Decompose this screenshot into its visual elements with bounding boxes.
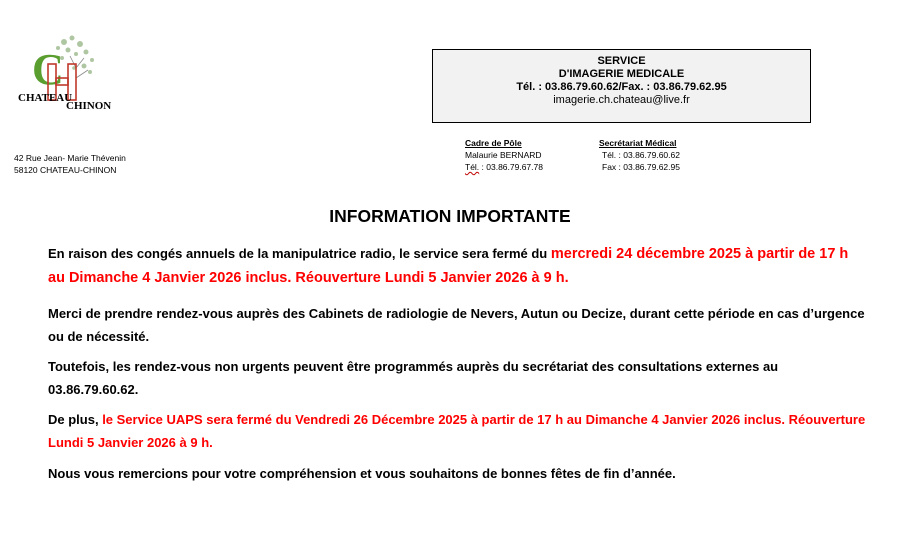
svg-text:C: C — [32, 45, 64, 94]
secretariat-title: Secrétariat Médical — [599, 138, 677, 148]
cadre-tel-value: : 03.86.79.67.78 — [479, 162, 543, 172]
service-email[interactable]: imagerie.ch.chateau@live.fr — [553, 94, 690, 106]
paragraph-closure-notice — [48, 242, 868, 290]
address-street: 42 Rue Jean- Marie Thévenin — [14, 153, 126, 163]
service-phone-fax: Tél. : 03.86.79.60.62/Fax. : 03.86.79.62.95 — [516, 81, 727, 93]
hospital-logo — [14, 28, 114, 120]
paragraph-alternatives: Merci de prendre rendez-vous auprès des Cabinets de radiologie de Nevers, Autun ou Decize, durant cette période en cas d’urgence ou de nécessité. — [48, 306, 865, 344]
address-city: 58120 CHATEAU-CHINON — [14, 165, 117, 175]
secretariat-tel: Tél. : 03.86.79.60.62 — [602, 150, 680, 160]
secretariat-block — [599, 137, 680, 173]
logo-text-chateau: CHATEAU — [18, 92, 73, 104]
cadre-title: Cadre de Pôle — [465, 138, 522, 148]
cadre-tel-label: Tél. — [465, 162, 480, 172]
paragraph-appointments: Toutefois, les rendez-vous non urgents peuvent être programmés auprès du secrétariat des consultations externes au 03.86.79.60.62. — [48, 359, 779, 397]
secretariat-fax: Fax : 03.86.79.62.95 — [602, 162, 680, 172]
paragraph-uaps-notice — [48, 408, 868, 454]
service-contact-box — [432, 49, 811, 123]
service-subtitle: D'IMAGERIE MEDICALE — [558, 68, 685, 80]
cadre-phone — [465, 161, 543, 173]
p4-text: De plus, — [48, 412, 103, 427]
service-title: SERVICE — [597, 55, 646, 67]
address-block — [14, 152, 126, 176]
cadre-de-pole-block — [465, 137, 543, 173]
p1-highlight: mercredi 24 décembre 2025 à partir de 17 h au Dimanche 4 Janvier 2026 inclus. Réouverture Lundi 5 Janvier 2026 à 9 h. — [48, 246, 849, 286]
page-title: INFORMATION IMPORTANTE — [329, 206, 571, 226]
p1-text: En raison des congés annuels de la manipulatrice radio, le service sera fermé du — [48, 246, 551, 261]
paragraph-thanks: Nous vous remercions pour votre compréhension et vous souhaitons de bonnes fêtes de fin d’année. — [48, 466, 676, 481]
p4-highlight: le Service UAPS sera fermé du Vendredi 26 Décembre 2025 à partir de 17 h au Dimanche 4 Janvier 2026 inclus. Réouverture Lundi 5 Janvier 2026 à 9 h. — [48, 412, 866, 450]
cadre-name: Malaurie BERNARD — [465, 150, 542, 160]
logo-text-chinon: CHINON — [66, 100, 112, 112]
